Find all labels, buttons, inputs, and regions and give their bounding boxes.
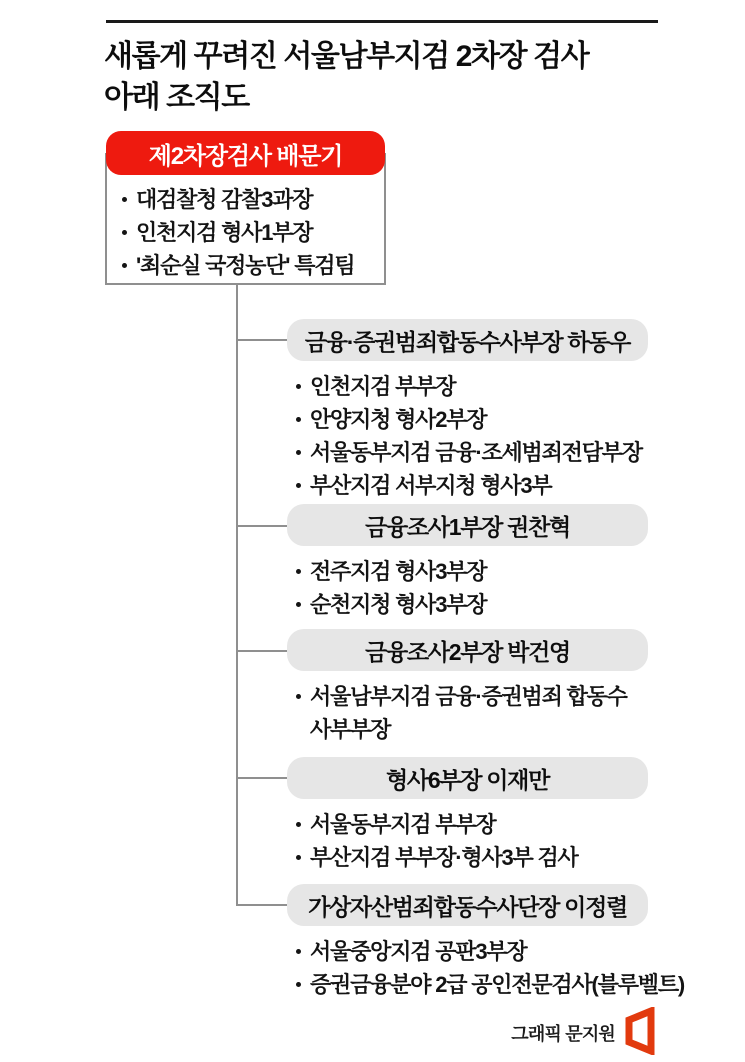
bullet-dot bbox=[296, 602, 301, 607]
bullet-dot bbox=[296, 450, 301, 455]
bullet-dot bbox=[296, 384, 301, 389]
branch-section-kwonchanhyuk bbox=[287, 504, 742, 621]
list-item-text: 인천지검 부부장 bbox=[310, 374, 456, 399]
branch-node-label: 가상자산범죄합동수사단장 이정렬 bbox=[287, 884, 648, 926]
bullet-dot bbox=[122, 263, 127, 268]
page-title-line1: 새롭게 꾸려진 서울남부지검 2차장 검사 bbox=[104, 40, 589, 73]
publisher-logo-shape bbox=[629, 1011, 651, 1051]
list-item-text: 부산지검 부부장·형사3부 검사 bbox=[310, 845, 578, 870]
branch-section-parkgunyoung bbox=[287, 629, 742, 746]
branch-line bbox=[236, 777, 287, 779]
branch-career-list bbox=[287, 808, 742, 874]
branch-node-label: 금융·증권범죄합동수사부장 하동우 bbox=[287, 319, 648, 361]
branch-career-list bbox=[287, 555, 742, 621]
branch-line bbox=[236, 650, 287, 652]
branch-node-label: 형사6부장 이재만 bbox=[287, 757, 648, 799]
bullet-dot bbox=[296, 569, 301, 574]
bullet-dot bbox=[296, 855, 301, 860]
list-item bbox=[121, 249, 379, 282]
list-item-text: 인천지검 형사1부장 bbox=[136, 220, 313, 245]
list-item bbox=[121, 216, 379, 249]
bullet-dot bbox=[122, 230, 127, 235]
list-item bbox=[121, 183, 379, 216]
branch-node-label: 금융조사1부장 권찬혁 bbox=[287, 504, 648, 546]
list-item bbox=[295, 403, 742, 436]
list-item-text: 전주지검 형사3부장 bbox=[310, 559, 487, 584]
bullet-dot bbox=[296, 483, 301, 488]
bullet-dot bbox=[296, 694, 301, 699]
list-item-text: '최순실 국정농단' 특검팀 bbox=[136, 253, 355, 278]
branch-line bbox=[236, 904, 287, 906]
list-item bbox=[295, 370, 742, 403]
tree-spine-line bbox=[236, 285, 238, 906]
root-career-list bbox=[121, 183, 379, 282]
list-item bbox=[295, 555, 742, 588]
top-rule bbox=[106, 20, 658, 23]
list-item-text: 안양지청 형사2부장 bbox=[310, 407, 487, 432]
list-item bbox=[295, 968, 742, 1001]
branch-career-list bbox=[287, 935, 742, 1001]
list-item-text: 서울중앙지검 공판3부장 bbox=[310, 939, 527, 964]
publisher-logo-icon bbox=[624, 1007, 656, 1055]
branch-career-list bbox=[287, 680, 635, 746]
list-item-text: 부산지검 서부지청 형사3부 bbox=[310, 473, 552, 498]
graphic-credit: 그래픽 문지원 bbox=[511, 1024, 615, 1044]
page-title-line2: 아래 조직도 bbox=[104, 81, 249, 114]
bullet-dot bbox=[296, 822, 301, 827]
branch-career-list bbox=[287, 370, 742, 502]
root-node-label: 제2차장검사 배문기 bbox=[106, 131, 385, 175]
page-title bbox=[104, 36, 684, 118]
branch-section-hadongwoo bbox=[287, 319, 742, 502]
list-item bbox=[295, 841, 742, 874]
list-item bbox=[295, 469, 742, 502]
list-item-text: 순천지청 형사3부장 bbox=[310, 592, 487, 617]
bullet-dot bbox=[296, 417, 301, 422]
bullet-dot bbox=[296, 982, 301, 987]
branch-node-label: 금융조사2부장 박건영 bbox=[287, 629, 648, 671]
list-item bbox=[295, 935, 742, 968]
branch-section-leejaeman bbox=[287, 757, 742, 874]
branch-line bbox=[236, 525, 287, 527]
list-item bbox=[295, 588, 742, 621]
list-item-text: 서울동부지검 금융·조세범죄전담부장 bbox=[310, 440, 642, 465]
list-item bbox=[295, 808, 742, 841]
list-item bbox=[295, 436, 742, 469]
list-item-text: 증권금융분야 2급 공인전문검사(블루벨트) bbox=[310, 972, 684, 997]
bullet-dot bbox=[122, 197, 127, 202]
branch-section-leejungryul bbox=[287, 884, 742, 1001]
list-item-text: 서울동부지검 부부장 bbox=[310, 812, 496, 837]
bullet-dot bbox=[296, 949, 301, 954]
list-item bbox=[295, 680, 635, 746]
list-item-text: 서울남부지검 금융·증권범죄 합동수사부부장 bbox=[310, 684, 627, 742]
list-item-text: 대검찰청 감찰3과장 bbox=[136, 187, 313, 212]
branch-line bbox=[236, 339, 287, 341]
